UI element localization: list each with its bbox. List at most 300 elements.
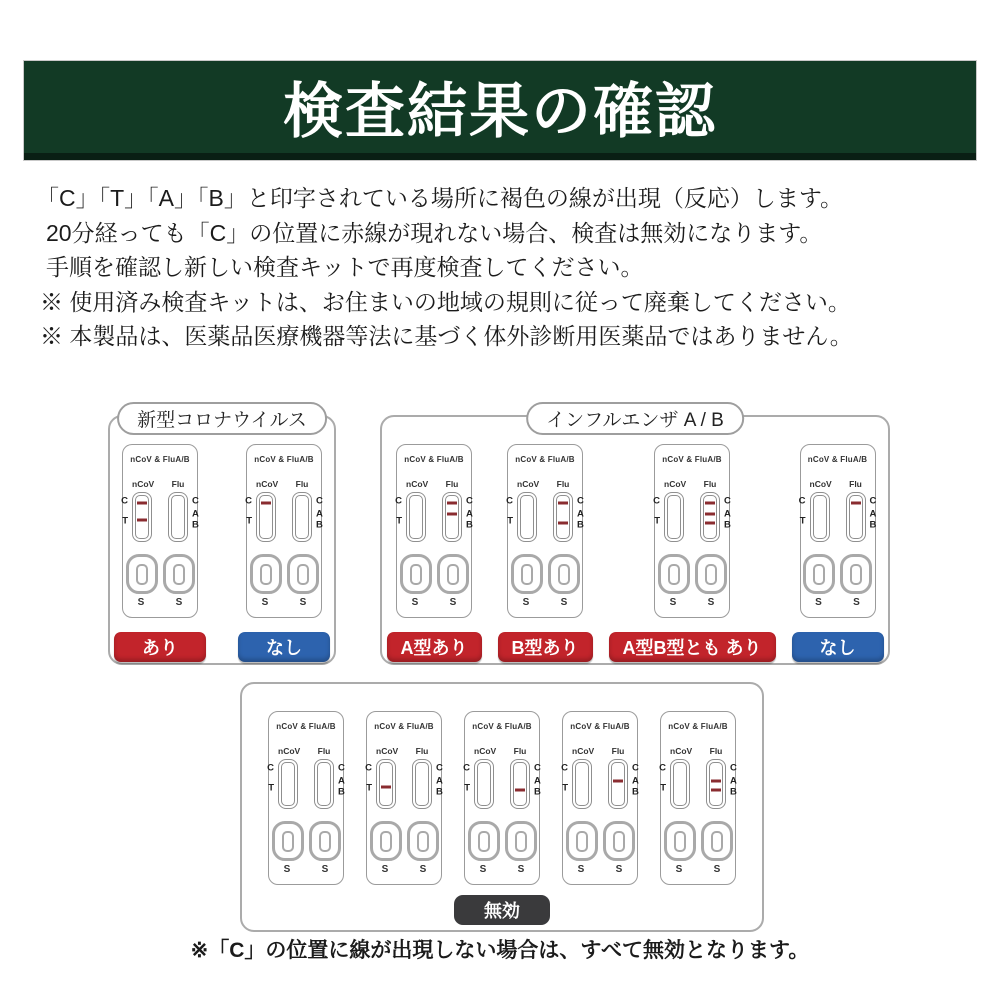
marker-letter-b: B bbox=[577, 518, 584, 530]
window-labels bbox=[664, 479, 720, 489]
sample-well bbox=[803, 554, 835, 594]
marker-letter-t: T bbox=[660, 781, 666, 793]
window-labels bbox=[278, 746, 334, 756]
window-strip bbox=[706, 759, 726, 809]
window-label-ncov: nCoV bbox=[132, 479, 155, 489]
window-strip bbox=[810, 492, 830, 542]
cassette-brand-label: nCoV & FluA/B bbox=[472, 722, 532, 731]
window-strip-inner bbox=[667, 495, 681, 539]
influenza-box-title: インフルエンザ A / B bbox=[526, 402, 744, 435]
sample-well bbox=[468, 821, 500, 861]
well-labels bbox=[510, 597, 581, 608]
window-strip bbox=[517, 492, 537, 542]
ncov-window bbox=[463, 759, 494, 809]
sample-well-inner bbox=[417, 831, 429, 852]
window-strip-inner bbox=[259, 495, 273, 539]
window-strip-inner bbox=[281, 762, 295, 806]
well-label-s: S bbox=[321, 864, 329, 875]
window-label-ncov: nCoV bbox=[278, 746, 301, 756]
page-title: 検査結果の確認 bbox=[283, 78, 717, 145]
test-cassette bbox=[366, 711, 442, 885]
marker-letter-c: C bbox=[365, 761, 372, 773]
test-windows bbox=[267, 759, 345, 809]
window-strip-inner bbox=[379, 762, 393, 806]
marker-letter-t: T bbox=[799, 514, 806, 526]
window-strip-inner bbox=[709, 762, 723, 806]
window-strip-inner bbox=[575, 762, 589, 806]
flu-window bbox=[442, 492, 473, 542]
window-label-ncov: nCoV bbox=[376, 746, 399, 756]
marker-letter-c: C bbox=[659, 761, 666, 773]
window-label-ncov: nCoV bbox=[517, 479, 540, 489]
test-line-a bbox=[613, 780, 623, 783]
header-banner bbox=[24, 61, 976, 160]
window-label-ncov: nCoV bbox=[809, 479, 832, 489]
flu-window bbox=[292, 492, 323, 542]
sample-well bbox=[505, 821, 537, 861]
marker-letter-c: C bbox=[561, 761, 568, 773]
sample-well bbox=[840, 554, 872, 594]
window-label-flu: Flu bbox=[415, 746, 429, 756]
sample-well bbox=[250, 554, 282, 594]
cassette-item bbox=[366, 711, 442, 885]
marker-letter-c: C bbox=[463, 761, 470, 773]
flu-window bbox=[168, 492, 199, 542]
test-cassette bbox=[268, 711, 344, 885]
sample-wells bbox=[126, 554, 195, 594]
marker-letter-t: T bbox=[464, 781, 470, 793]
window-labels bbox=[517, 479, 573, 489]
intro-line: 「C」「T」「A」「B」と印字されている場所に褐色の線が出現（反応）します。 bbox=[36, 185, 844, 211]
sample-well-inner bbox=[705, 564, 717, 585]
window-strip-inner bbox=[611, 762, 625, 806]
sample-well-inner bbox=[515, 831, 527, 852]
sample-well bbox=[272, 821, 304, 861]
well-label-s: S bbox=[669, 597, 677, 608]
test-cassette bbox=[246, 444, 322, 618]
sample-well-inner bbox=[668, 564, 680, 585]
test-line-c bbox=[447, 502, 457, 505]
test-cassette bbox=[122, 444, 198, 618]
sample-well-inner bbox=[447, 564, 459, 585]
marker-letter-b: B bbox=[534, 785, 541, 797]
marker-letter-a: A bbox=[192, 508, 199, 520]
test-line-b bbox=[558, 522, 568, 525]
well-label-s: S bbox=[517, 864, 525, 875]
covid-box-title: 新型コロナウイルス bbox=[117, 402, 327, 435]
window-strip bbox=[406, 492, 426, 542]
marker-letter-t: T bbox=[507, 514, 513, 526]
sample-well bbox=[511, 554, 543, 594]
ncov-window bbox=[245, 492, 276, 542]
sample-wells bbox=[250, 554, 319, 594]
window-labels bbox=[376, 746, 432, 756]
flu-window bbox=[314, 759, 345, 809]
ncov-window bbox=[121, 492, 152, 542]
sample-well-inner bbox=[711, 831, 723, 852]
marker-letter-a: A bbox=[724, 508, 731, 520]
window-labels bbox=[406, 479, 462, 489]
marker-letter-b: B bbox=[192, 518, 199, 530]
marker-letter-a: A bbox=[869, 508, 877, 520]
cassette-item bbox=[464, 711, 540, 885]
well-label-s: S bbox=[283, 864, 291, 875]
window-strip-inner bbox=[703, 495, 717, 539]
influenza-cassette-row bbox=[382, 417, 888, 662]
test-line-a bbox=[711, 780, 721, 783]
marker-letter-b: B bbox=[316, 518, 323, 530]
window-strip-inner bbox=[477, 762, 491, 806]
cassette-brand-label: nCoV & FluA/B bbox=[276, 722, 336, 731]
marker-letter-t: T bbox=[562, 781, 568, 793]
window-strip bbox=[846, 492, 866, 542]
marker-letter-c: C bbox=[316, 494, 323, 506]
sample-well-inner bbox=[478, 831, 490, 852]
test-line-c bbox=[705, 502, 715, 505]
well-label-s: S bbox=[853, 597, 860, 608]
marker-letter-a: A bbox=[316, 508, 323, 520]
test-windows bbox=[561, 759, 639, 809]
well-labels bbox=[399, 597, 470, 608]
marker-letter-c: C bbox=[436, 761, 443, 773]
marker-letter-b: B bbox=[466, 518, 473, 530]
marker-letter-c: C bbox=[724, 494, 731, 506]
window-strip-inner bbox=[295, 495, 309, 539]
window-labels bbox=[256, 479, 312, 489]
marker-letter-t: T bbox=[246, 514, 252, 526]
window-label-ncov: nCoV bbox=[406, 479, 429, 489]
test-line-c bbox=[261, 502, 271, 505]
result-badge: B型あり bbox=[498, 632, 593, 662]
sample-wells bbox=[400, 554, 469, 594]
window-labels bbox=[670, 746, 726, 756]
window-labels bbox=[810, 479, 866, 489]
invalid-result-badge: 無効 bbox=[454, 895, 550, 925]
window-strip bbox=[553, 492, 573, 542]
flu-window bbox=[553, 492, 584, 542]
result-badge: A型あり bbox=[387, 632, 482, 662]
cassette-brand-label: nCoV & FluA/B bbox=[570, 722, 630, 731]
window-strip bbox=[474, 759, 494, 809]
window-strip-inner bbox=[813, 495, 827, 539]
window-strip bbox=[292, 492, 312, 542]
test-cassette bbox=[396, 444, 472, 618]
marker-letter-c: C bbox=[506, 494, 513, 506]
well-labels bbox=[467, 864, 538, 875]
cassette-item bbox=[660, 711, 736, 885]
sample-well-inner bbox=[380, 831, 392, 852]
window-label-flu: Flu bbox=[445, 479, 459, 489]
test-cassette bbox=[464, 711, 540, 885]
marker-letter-c: C bbox=[798, 494, 806, 506]
well-labels bbox=[249, 597, 320, 608]
cassette-brand-label: nCoV & FluA/B bbox=[130, 455, 190, 464]
test-line-c bbox=[851, 502, 861, 505]
sample-well bbox=[400, 554, 432, 594]
well-labels bbox=[271, 864, 342, 875]
marker-letter-b: B bbox=[436, 785, 443, 797]
test-line-b bbox=[711, 789, 721, 792]
window-strip-inner bbox=[135, 495, 149, 539]
test-windows bbox=[121, 492, 199, 542]
ncov-window bbox=[506, 492, 537, 542]
sample-well-inner bbox=[576, 831, 588, 852]
cassette-item bbox=[387, 444, 482, 662]
marker-letter-c: C bbox=[730, 761, 737, 773]
window-labels bbox=[474, 746, 530, 756]
well-label-s: S bbox=[411, 597, 419, 608]
cassette-item bbox=[792, 444, 884, 662]
sample-well-inner bbox=[173, 564, 185, 585]
sample-well bbox=[566, 821, 598, 861]
test-windows bbox=[463, 759, 541, 809]
test-windows bbox=[506, 492, 584, 542]
flu-window bbox=[608, 759, 639, 809]
well-label-s: S bbox=[675, 864, 683, 875]
marker-letter-b: B bbox=[724, 518, 731, 530]
marker-letter-a: A bbox=[466, 508, 473, 520]
marker-letter-c: C bbox=[192, 494, 199, 506]
window-strip-inner bbox=[171, 495, 185, 539]
cassette-brand-label: nCoV & FluA/B bbox=[662, 455, 722, 464]
window-labels bbox=[572, 746, 628, 756]
cassette-brand-label: nCoV & FluA/B bbox=[668, 722, 728, 731]
sample-wells bbox=[803, 554, 872, 594]
sample-wells bbox=[468, 821, 537, 861]
sample-well bbox=[658, 554, 690, 594]
sample-well bbox=[126, 554, 158, 594]
window-label-flu: Flu bbox=[611, 746, 625, 756]
cassette-item bbox=[498, 444, 593, 662]
test-line-t bbox=[137, 518, 147, 521]
test-windows bbox=[653, 492, 731, 542]
sample-well bbox=[664, 821, 696, 861]
sample-well-inner bbox=[282, 831, 294, 852]
invalid-result-box bbox=[240, 682, 764, 932]
intro-line: ※ 本製品は、医薬品医療機器等法に基づく体外診断用医薬品ではありません。 bbox=[40, 323, 853, 349]
marker-letter-c: C bbox=[267, 761, 274, 773]
ncov-window bbox=[395, 492, 426, 542]
marker-letter-t: T bbox=[122, 514, 128, 526]
sample-well-inner bbox=[613, 831, 625, 852]
ncov-window bbox=[365, 759, 396, 809]
test-line-a bbox=[705, 513, 715, 516]
sample-well-inner bbox=[521, 564, 533, 585]
cassette-item bbox=[238, 444, 330, 662]
sample-wells bbox=[272, 821, 341, 861]
sample-wells bbox=[658, 554, 727, 594]
cassette-brand-label: nCoV & FluA/B bbox=[374, 722, 434, 731]
window-strip bbox=[700, 492, 720, 542]
window-strip-inner bbox=[445, 495, 459, 539]
ncov-window bbox=[659, 759, 690, 809]
window-strip-inner bbox=[849, 495, 863, 539]
sample-well bbox=[548, 554, 580, 594]
window-strip-inner bbox=[673, 762, 687, 806]
marker-letter-a: A bbox=[632, 775, 639, 787]
test-windows bbox=[395, 492, 473, 542]
well-label-s: S bbox=[707, 597, 715, 608]
sample-wells bbox=[566, 821, 635, 861]
marker-letter-c: C bbox=[121, 494, 128, 506]
intro-line: 20分経っても「C」の位置に赤線が現れない場合、検査は無効になります。 bbox=[46, 219, 823, 246]
marker-letter-a: A bbox=[577, 508, 584, 520]
well-label-s: S bbox=[261, 597, 269, 608]
sample-well-inner bbox=[813, 564, 825, 585]
well-label-s: S bbox=[449, 597, 457, 608]
window-label-flu: Flu bbox=[513, 746, 527, 756]
window-strip bbox=[412, 759, 432, 809]
ncov-window bbox=[798, 492, 830, 542]
well-label-s: S bbox=[137, 597, 145, 608]
window-label-flu: Flu bbox=[556, 479, 570, 489]
marker-letter-c: C bbox=[577, 494, 584, 506]
cassette-item bbox=[268, 711, 344, 885]
well-label-s: S bbox=[381, 864, 389, 875]
test-line-t bbox=[381, 785, 391, 788]
window-strip bbox=[256, 492, 276, 542]
well-labels bbox=[125, 597, 196, 608]
well-labels bbox=[802, 597, 873, 608]
ncov-window bbox=[267, 759, 298, 809]
well-label-s: S bbox=[560, 597, 568, 608]
intro-line: ※ 使用済み検査キットは、お住まいの地域の規則に従って廃棄してください。 bbox=[40, 288, 851, 315]
window-label-flu: Flu bbox=[849, 479, 862, 489]
sample-well bbox=[309, 821, 341, 861]
window-strip bbox=[442, 492, 462, 542]
intro-line: 手順を確認し新しい検査キットで再度検査してください。 bbox=[46, 254, 644, 280]
result-badge: あり bbox=[114, 632, 206, 662]
test-cassette bbox=[660, 711, 736, 885]
well-label-s: S bbox=[479, 864, 487, 875]
sample-wells bbox=[511, 554, 580, 594]
marker-letter-a: A bbox=[534, 775, 541, 787]
result-badge: A型B型とも あり bbox=[609, 632, 776, 662]
well-label-s: S bbox=[577, 864, 585, 875]
cassette-brand-label: nCoV & FluA/B bbox=[515, 455, 575, 464]
cassette-brand-label: nCoV & FluA/B bbox=[254, 455, 314, 464]
test-cassette bbox=[507, 444, 583, 618]
influenza-result-box bbox=[380, 410, 890, 665]
window-strip-inner bbox=[520, 495, 534, 539]
marker-letter-t: T bbox=[366, 781, 372, 793]
marker-letter-c: C bbox=[632, 761, 639, 773]
window-strip bbox=[376, 759, 396, 809]
test-cassette bbox=[562, 711, 638, 885]
test-windows bbox=[245, 492, 323, 542]
test-windows bbox=[798, 492, 877, 542]
sample-well-inner bbox=[558, 564, 570, 585]
window-strip bbox=[132, 492, 152, 542]
window-label-flu: Flu bbox=[295, 479, 309, 489]
marker-letter-a: A bbox=[436, 775, 443, 787]
well-label-s: S bbox=[175, 597, 183, 608]
well-labels bbox=[663, 864, 734, 875]
well-label-s: S bbox=[713, 864, 721, 875]
window-label-ncov: nCoV bbox=[474, 746, 497, 756]
invalid-cassette-row bbox=[242, 684, 762, 885]
sample-well-inner bbox=[297, 564, 309, 585]
marker-letter-c: C bbox=[245, 494, 252, 506]
window-label-ncov: nCoV bbox=[572, 746, 595, 756]
sample-well-inner bbox=[136, 564, 148, 585]
sample-well bbox=[407, 821, 439, 861]
marker-letter-c: C bbox=[395, 494, 402, 506]
cassette-item bbox=[609, 444, 776, 662]
marker-letter-a: A bbox=[730, 775, 737, 787]
window-strip bbox=[608, 759, 628, 809]
window-strip-inner bbox=[415, 762, 429, 806]
well-label-s: S bbox=[522, 597, 530, 608]
marker-letter-b: B bbox=[632, 785, 639, 797]
well-label-s: S bbox=[299, 597, 307, 608]
test-cassette bbox=[654, 444, 730, 618]
sample-well-inner bbox=[850, 564, 862, 585]
intro-text bbox=[36, 181, 982, 354]
well-labels bbox=[565, 864, 636, 875]
well-labels bbox=[369, 864, 440, 875]
marker-letter-t: T bbox=[654, 514, 660, 526]
test-line-a bbox=[447, 513, 457, 516]
marker-letter-c: C bbox=[338, 761, 345, 773]
flu-window bbox=[846, 492, 877, 542]
window-label-ncov: nCoV bbox=[256, 479, 279, 489]
cassette-item bbox=[114, 444, 206, 662]
flu-window bbox=[706, 759, 737, 809]
sample-wells bbox=[664, 821, 733, 861]
cassette-brand-label: nCoV & FluA/B bbox=[404, 455, 464, 464]
marker-letter-c: C bbox=[653, 494, 660, 506]
sample-well bbox=[437, 554, 469, 594]
flu-window bbox=[700, 492, 731, 542]
sample-well bbox=[163, 554, 195, 594]
sample-well bbox=[695, 554, 727, 594]
sample-well bbox=[701, 821, 733, 861]
test-line-b bbox=[705, 522, 715, 525]
well-label-s: S bbox=[419, 864, 427, 875]
test-windows bbox=[365, 759, 443, 809]
marker-letter-t: T bbox=[268, 781, 274, 793]
flu-window bbox=[510, 759, 541, 809]
flu-window bbox=[412, 759, 443, 809]
result-badge: なし bbox=[792, 632, 884, 662]
test-cassette bbox=[800, 444, 876, 618]
sample-well bbox=[370, 821, 402, 861]
window-strip bbox=[670, 759, 690, 809]
test-line-c bbox=[137, 502, 147, 505]
marker-letter-t: T bbox=[396, 514, 402, 526]
test-line-b bbox=[515, 789, 525, 792]
marker-letter-a: A bbox=[338, 775, 345, 787]
window-strip-inner bbox=[556, 495, 570, 539]
sample-well bbox=[603, 821, 635, 861]
test-windows bbox=[659, 759, 737, 809]
window-label-flu: Flu bbox=[703, 479, 717, 489]
sample-wells bbox=[370, 821, 439, 861]
result-badge: なし bbox=[238, 632, 330, 662]
marker-letter-c: C bbox=[466, 494, 473, 506]
well-label-s: S bbox=[615, 864, 623, 875]
window-strip-inner bbox=[513, 762, 527, 806]
sample-well-inner bbox=[319, 831, 331, 852]
sample-well-inner bbox=[410, 564, 422, 585]
window-strip bbox=[572, 759, 592, 809]
window-strip bbox=[314, 759, 334, 809]
ncov-window bbox=[561, 759, 592, 809]
window-label-ncov: nCoV bbox=[670, 746, 693, 756]
sample-well-inner bbox=[674, 831, 686, 852]
covid-result-box bbox=[108, 410, 336, 665]
